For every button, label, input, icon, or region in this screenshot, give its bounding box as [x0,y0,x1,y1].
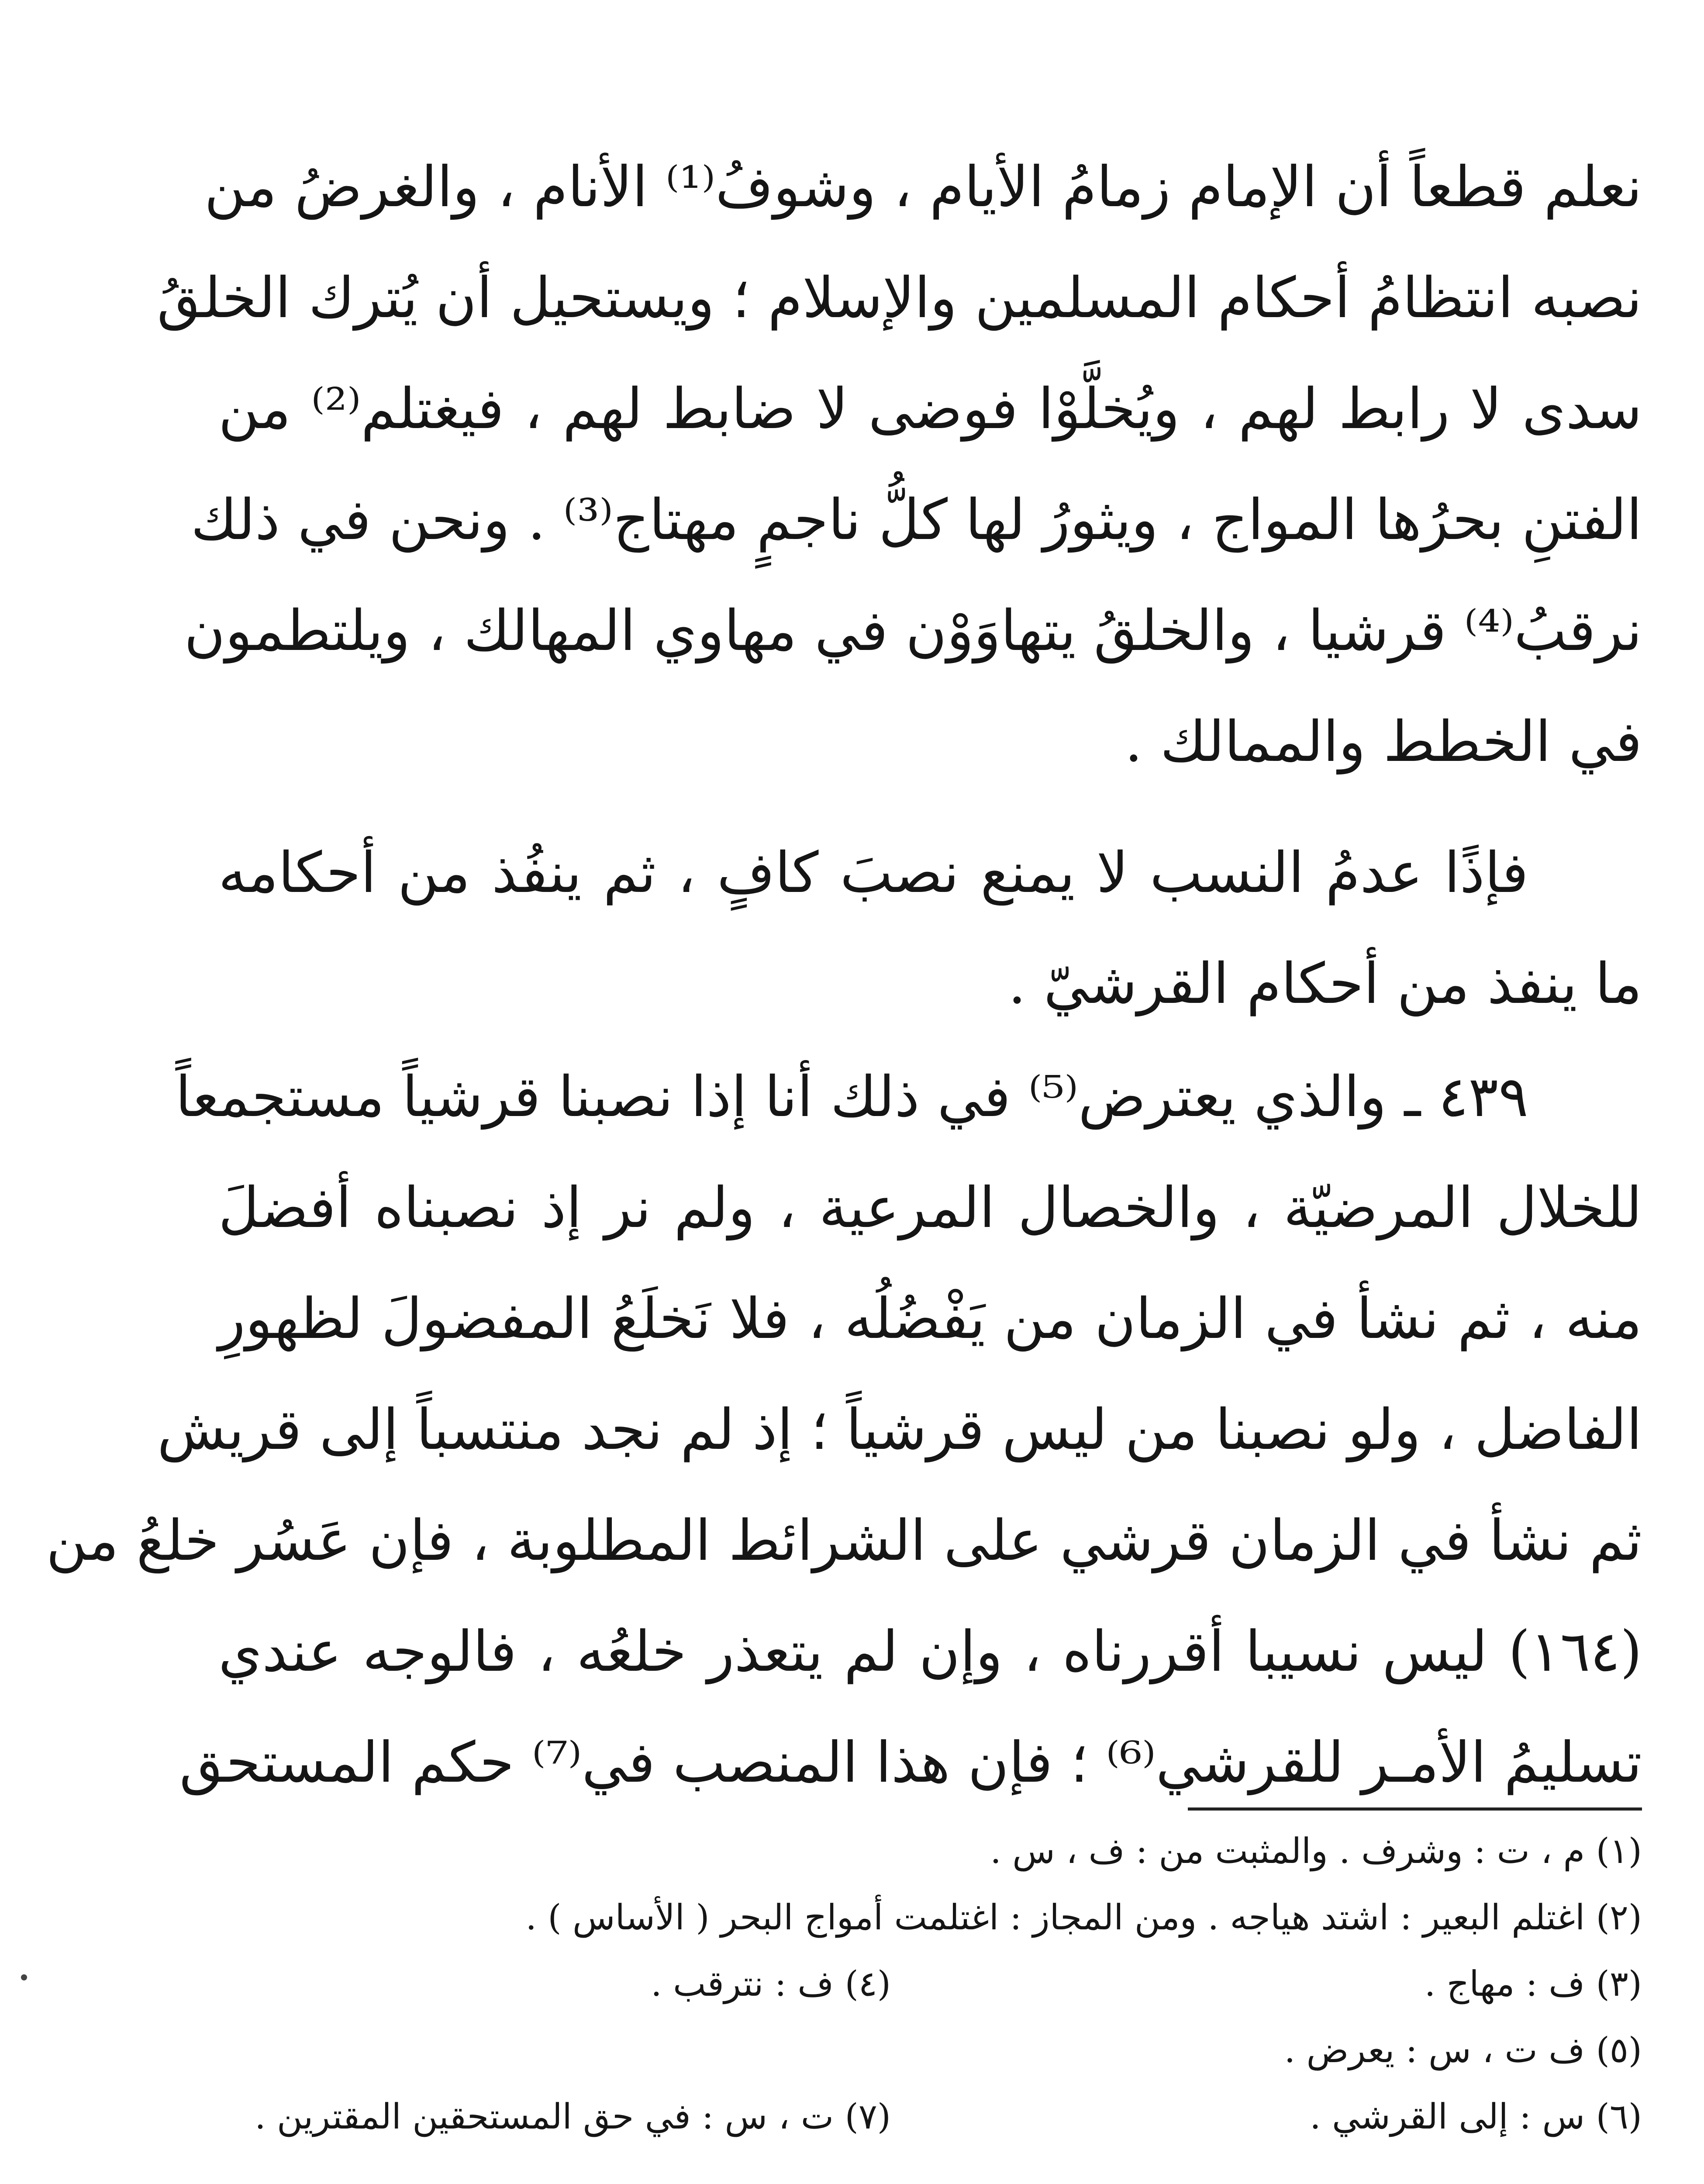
footnote: (٤) ف : نترقب . [651,1963,891,2004]
text-line: فإذًا عدمُ النسب لا يمنع نصبَ كافٍ ، ثم ينفُذ من أحكامه [218,840,1528,905]
text-line: للخلال المرضيّة ، والخصال المرعية ، ولم نر إذ نصبناه أفضلَ [218,1175,1642,1241]
paragraph-1 [157,132,1642,798]
text-line: نرقبُ⁽⁴⁾ قرشيا ، والخلقُ يتهاوَوْن في مهاوي المهالك ، ويلتطمون [184,598,1642,663]
text-line: في الخطط والممالك . [1125,709,1642,774]
paragraph-2 [218,818,1642,1040]
footnotes [218,1818,1642,2150]
footnote-line [218,2084,1642,2150]
footnote: (١) م ، ت : وشرف . والمثبت من : ف ، س . [990,1831,1642,1871]
text-line: ٤٣٩ ـ والذي يعترض⁽⁵⁾ في ذلك أنا إذا نصبنا قرشياً مستجمعاً [175,1064,1528,1130]
paragraph-3 [46,1042,1642,1818]
scan-speck [21,1974,27,1980]
footnote: (٢) اغتلم البعير : اشتد هياجه . ومن المجاز : اغتلمت أمواج البحر ( الأساس ) . [525,1897,1642,1938]
text-line: نصبه انتظامُ أحكام المسلمين والإسلام ؛ ويستحيل أن يُترك الخلقُ [157,266,1642,331]
footnote-line [218,1884,1642,1951]
footnote-line [218,1818,1642,1884]
footnote: (٣) ف : مهاج . [1424,1963,1642,2004]
text-line: سدى لا رابط لهم ، ويُخلَّوْا فوضى لا ضابط لهم ، فيغتلم⁽²⁾ من [218,377,1642,442]
text-line: نعلم قطعاً أن الإمام زمامُ الأيام ، وشوفُ⁽¹⁾ الأنام ، والغرضُ من [204,155,1642,220]
footnote: (٦) س : إلى القرشي . [1310,2096,1642,2137]
text-line: الفاضل ، ولو نصبنا من ليس قرشياً ؛ إذ لم نجد منتسباً إلى قريش [157,1397,1642,1462]
footnote-line [218,1951,1642,2017]
footnote: (٥) ف ت ، س : يعرض . [1284,2030,1642,2070]
text-line: (١٦٤) ليس نسيبا أقررناه ، وإن لم يتعذر خلعُه ، فالوجه عندي [218,1619,1642,1684]
text-line: الفتنِ بحرُها المواج ، ويثورُ لها كلُّ ناجمٍ مهتاج⁽³⁾ . ونحن في ذلك [191,487,1642,553]
footnote: (٧) ت ، س : في حق المستحقين المقترين . [255,2096,891,2137]
text-line: ثم نشأ في الزمان قرشي على الشرائط المطلوبة ، فإن عَسُر خلعُ من [46,1508,1642,1573]
footnote-line [218,2017,1642,2084]
text-line: منه ، ثم نشأ في الزمان من يَفْضُلُه ، فلا نَخلَعُ المفضولَ لظهورِ [218,1286,1642,1351]
footnote-separator [1188,1807,1642,1811]
text-line: ما ينفذ من أحكام القرشيّ . [1008,951,1642,1016]
text-line: تسليمُ الأمـر للقرشي⁽⁶⁾ ؛ فإن هذا المنصب في⁽⁷⁾ حكم المستحق [179,1730,1642,1795]
